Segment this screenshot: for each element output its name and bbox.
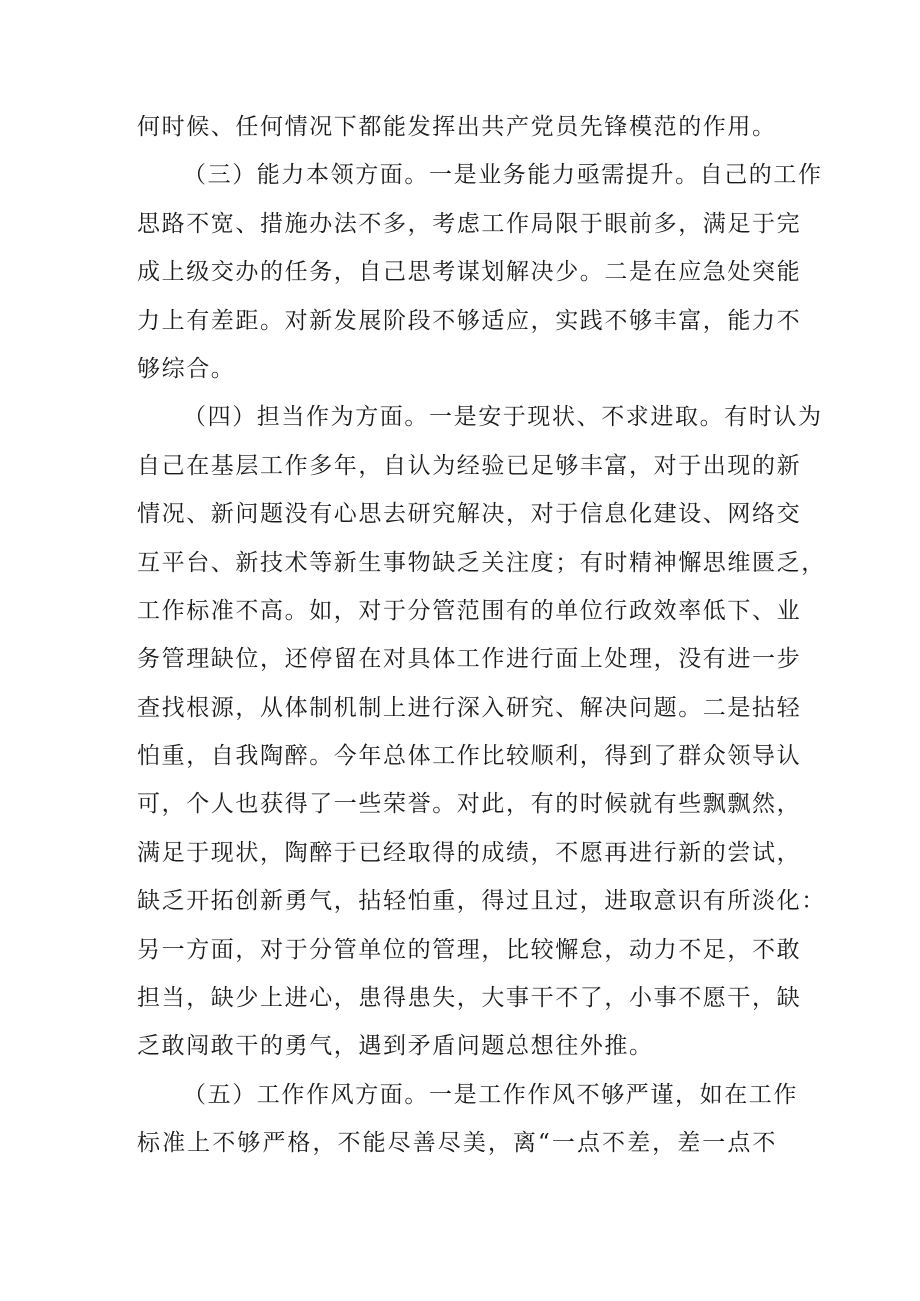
text-line: 够综合。 — [137, 355, 236, 382]
document-body — [137, 103, 826, 1168]
text-line: 自己在基层工作多年，自认为经验已足够丰富，对于出现的新 — [137, 452, 802, 479]
text-line: （三）能力本领方面。一是业务能力亟需提升。自己的工作 — [183, 162, 823, 189]
text-line: 满足于现状，陶醉于已经取得的成绩，不愿再进行新的尝试， — [137, 839, 802, 866]
text-line: 互平台、新技术等新生事物缺乏关注度；有时精神懈思维匮乏， — [137, 549, 826, 576]
text-line: （五）工作作风方面。一是工作作风不够严谨，如在工作 — [183, 1081, 798, 1108]
text-line: 怕重，自我陶醉。今年总体工作比较顺利，得到了群众领导认 — [137, 743, 802, 770]
text-line: 情况、新问题没有心思去研究解决，对于信息化建设、网络交 — [137, 501, 802, 528]
text-line: 标准上不够严格，不能尽善尽美，离“一点不差，差一点不 — [137, 1130, 777, 1157]
text-line: 查找根源，从体制机制上进行深入研究、解决问题。二是拈轻 — [137, 694, 802, 721]
text-line: 担当，缺少上进心，患得患失，大事干不了，小事不愿干，缺 — [137, 985, 802, 1012]
text-line: 力上有差距。对新发展阶段不够适应，实践不够丰富，能力不 — [137, 307, 802, 334]
text-line: 何时候、任何情况下都能发挥出共产党员先锋模范的作用。 — [137, 114, 777, 140]
text-line: 乏敢闯敢干的勇气，遇到矛盾问题总想往外推。 — [137, 1033, 654, 1060]
text-line: 务管理缺位，还停留在对具体工作进行面上处理，没有进一步 — [137, 646, 802, 673]
text-line: 另一方面，对于分管单位的管理，比较懈怠，动力不足，不敢 — [137, 936, 802, 963]
text-line: 思路不宽、措施办法不多，考虑工作局限于眼前多，满足于完 — [137, 210, 802, 237]
text-line: （四）担当作为方面。一是安于现状、不求进取。有时认为 — [183, 404, 823, 431]
text-line: 缺乏开拓创新勇气，拈轻怕重，得过且过，进取意识有所淡化： — [137, 888, 826, 915]
text-line: 工作标准不高。如，对于分管范围有的单位行政效率低下、业 — [137, 597, 802, 624]
text-line: 成上级交办的任务，自己思考谋划解决少。二是在应急处突能 — [137, 259, 802, 286]
text-line: 可，个人也获得了一些荣誉。对此，有的时候就有些飘飘然， — [137, 791, 802, 818]
